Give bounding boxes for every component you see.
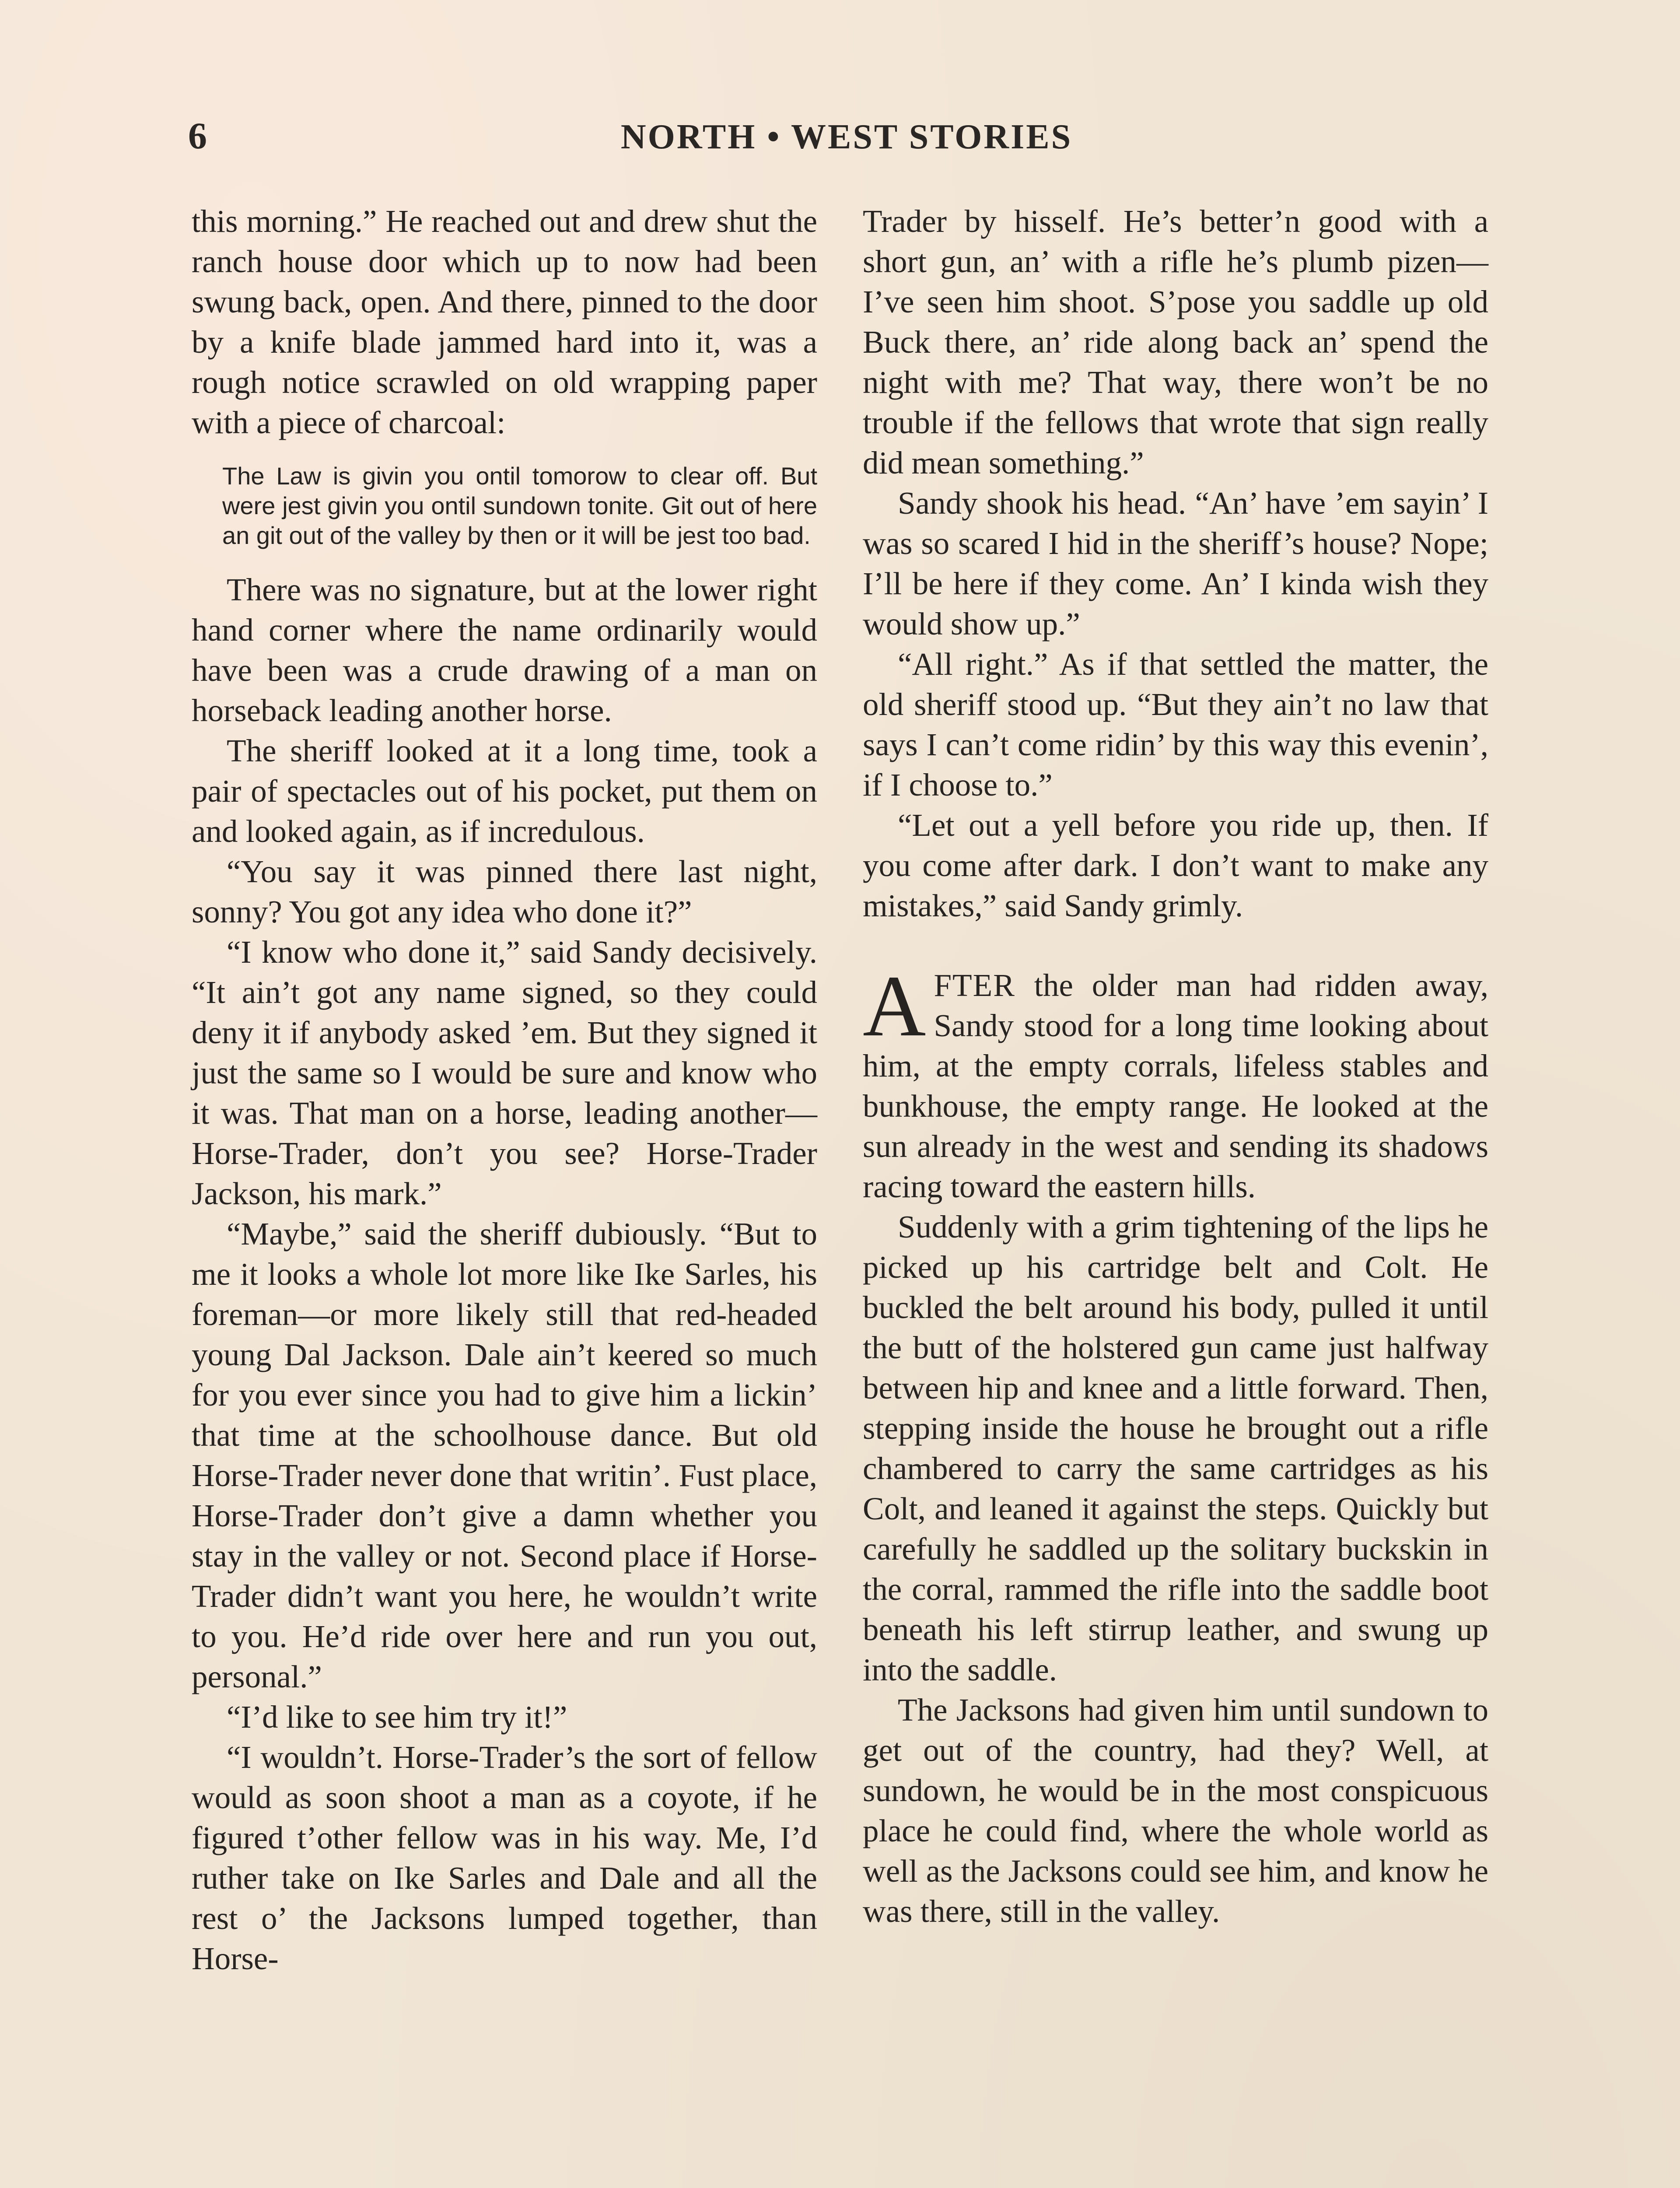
scrawled-notice: The Law is givin you ontil tomorow to clear off. But were jest givin you ontil sundown tonite. Git out of here an git out of the valley by then or it will be jest too bad. <box>222 462 817 549</box>
page-header <box>188 109 1505 179</box>
paragraph: “Maybe,” said the sheriff dubiously. “But to me it looks a whole lot more like Ike Sarles, his foreman—or more likely still that red-headed young Dal Jackson. Dale ain’t keered so much for you ever since you had to give him a lickin’ that time at the schoolhouse dance. But old Horse-Trader never done that writin’. Fust place, Horse-Trader don’t give a damn whether you stay in the valley or not. Second place if Horse-Trader didn’t want you here, he wouldn’t write to you. He’d ride over here and run you out, personal.” <box>192 1216 817 1694</box>
section-opening-paragraph <box>863 958 1488 1207</box>
paragraph: Trader by hisself. He’s better’n good with a short gun, an’ with a rifle he’s plumb pizen—I’ve seen him shoot. S’pose you saddle up old Buck there, an’ ride along back an’ spend the night with me? That way, there won’t be no trouble if the fellows that wrote that sign really did mean something.” <box>863 203 1488 480</box>
paragraph: The Jacksons had given him until sundown to get out of the country, had they? Well, at sundown, he would be in the most conspicuous place he could find, where the whole world as well as the Jacksons could see him, and know he was there, still in the valley. <box>863 1692 1488 1929</box>
paragraph: “You say it was pinned there last night, sonny? You got any idea who done it?” <box>192 854 817 929</box>
paragraph: Suddenly with a grim tightening of the lips he picked up his cartridge belt and Colt. He buckled the belt around his body, pulled it until the butt of the holstered gun came just halfway between hip and knee and a little forward. Then, stepping inside the house he brought out a rifle chambered to carry the same cartridges as his Colt, and leaned it against the steps. Quickly but carefully he saddled up the solitary buckskin in the corral, rammed the rifle into the saddle boot beneath his left stirrup leather, and swung up into the saddle. <box>863 1209 1488 1687</box>
paragraph: “All right.” As if that settled the matter, the old sheriff stood up. “But they ain’t no law that says I can’t come ridin’ by this way this evenin’, if I choose to.” <box>863 646 1488 803</box>
paragraph: Sandy shook his head. “An’ have ’em sayin’ I was so scared I hid in the sheriff’s house? Nope; I’ll be here if they come. An’ I kinda wish they would show up.” <box>863 485 1488 642</box>
paragraph: There was no signature, but at the lower right hand corner where the name ordinarily would have been was a crude drawing of a man on horseback leading another horse. <box>192 572 817 728</box>
page-number: 6 <box>188 115 207 157</box>
paragraph: “Let out a yell before you ride up, then. If you come after dark. I don’t want to make any mistakes,” said Sandy grimly. <box>863 807 1488 923</box>
paragraph: “I know who done it,” said Sandy decisively. “It ain’t got any name signed, so they could deny it if anybody asked ’em. But they signed it just the same so I would be sure and know who it was. That man on a horse, leading another—Horse-Trader, don’t you see? Horse-Trader Jackson, his mark.” <box>192 934 817 1211</box>
paragraph: The sheriff looked at it a long time, took a pair of spectacles out of his pocket, put them on and looked again, as if incredulous. <box>192 733 817 849</box>
paragraph: this morning.” He reached out and drew shut the ranch house door which up to now had been swung back, open. And there, pinned to the door by a knife blade jammed hard into it, was a rough notice scrawled on old wrapping paper with a piece of charcoal: <box>192 203 817 440</box>
running-title: NORTH • WEST STORIES <box>620 118 1073 156</box>
paragraph: “I wouldn’t. Horse-Trader’s the sort of fellow would as soon shoot a man as a coyote, if he figured t’other fellow was in his way. Me, I’d ruther take on Ike Sarles and Dale and all the rest o’ the Jacksons lumped together, than Horse- <box>192 1739 817 1976</box>
drop-cap: A <box>863 958 926 1055</box>
lead-word: FTER <box>934 968 1015 1003</box>
left-column <box>192 201 817 1979</box>
paragraph: “I’d like to see him try it!” <box>227 1699 567 1735</box>
right-column <box>863 201 1488 1932</box>
paragraph-text: the older man had ridden away, Sandy stood for a long time looking about him, at the empty corrals, lifeless stables and bunkhouse, the empty range. He looked at the sun already in the west and sending its shadows racing toward the eastern hills. <box>863 968 1488 1204</box>
section-break <box>863 926 1488 965</box>
